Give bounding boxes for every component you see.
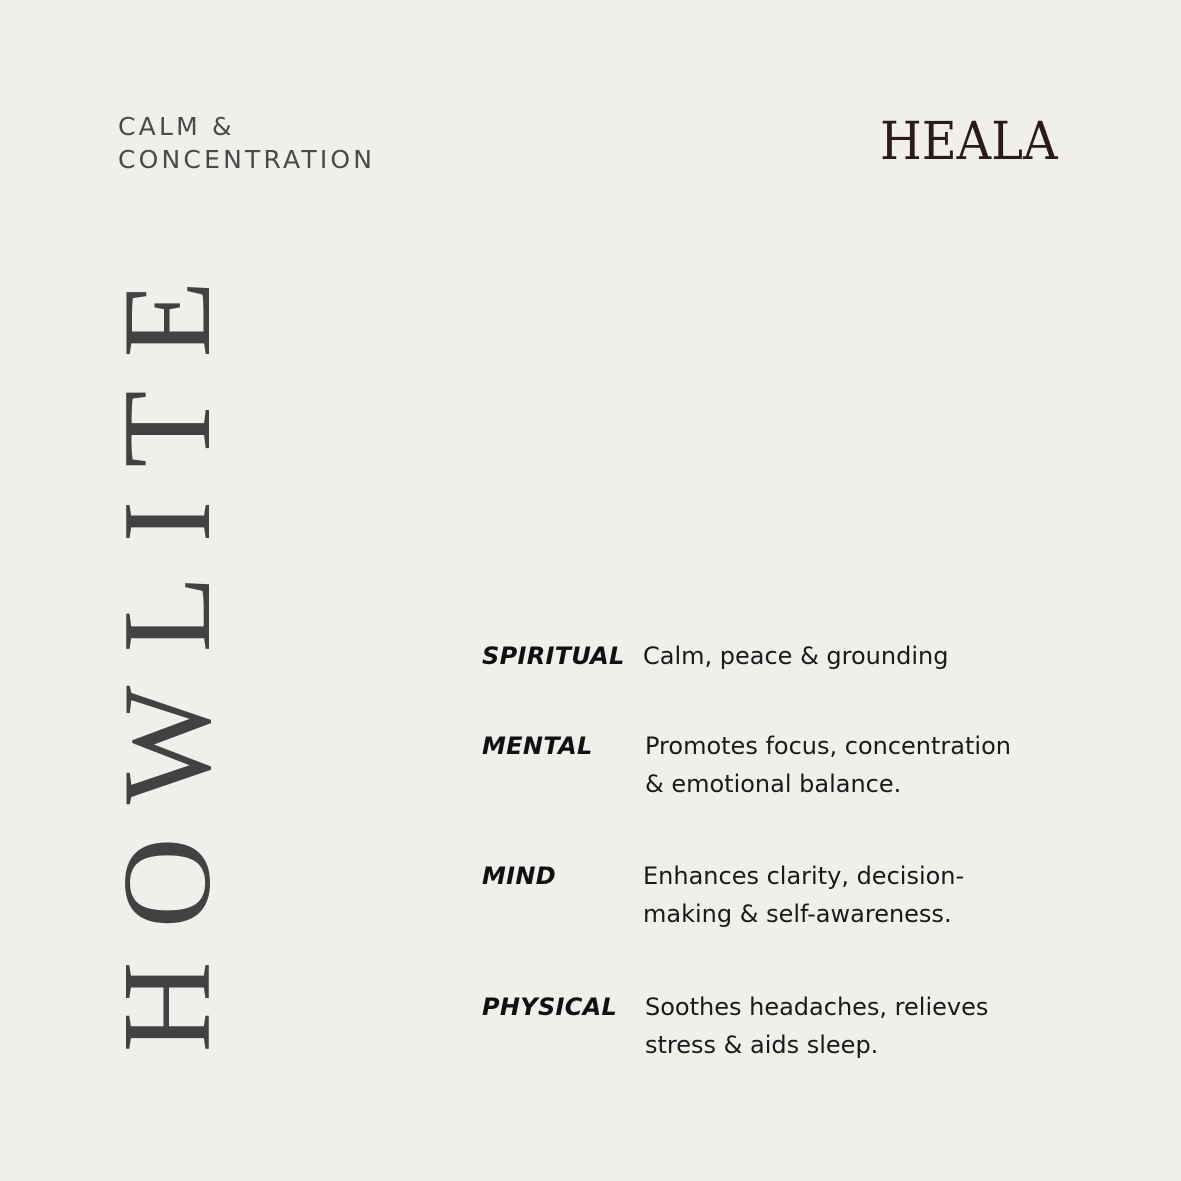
property-description-line: Calm, peace & grounding: [643, 642, 949, 670]
tagline-line-2: CONCENTRATION: [118, 145, 376, 174]
property-description-line: Soothes headaches, relieves: [645, 993, 989, 1021]
property-description: [643, 637, 1063, 675]
tagline: [118, 110, 375, 176]
property-label: SPIRITUAL: [482, 642, 625, 670]
stone-name: HOWLITE: [98, 247, 237, 1053]
property-description-line: Enhances clarity, decision-: [643, 862, 965, 890]
property-description: [643, 857, 1063, 933]
property-description-line: stress & aids sleep.: [645, 1031, 879, 1059]
tagline-line-1: CALM &: [118, 112, 235, 141]
property-description: [645, 988, 1065, 1064]
property-description-line: making & self-awareness.: [643, 900, 952, 928]
brand-logo: HEALA: [880, 112, 1058, 172]
property-label: MENTAL: [482, 732, 593, 760]
property-label: MIND: [482, 862, 557, 890]
property-label: PHYSICAL: [482, 993, 618, 1021]
property-description-line: Promotes focus, concentration: [645, 732, 1011, 760]
property-description-line: & emotional balance.: [645, 770, 902, 798]
property-description: [645, 727, 1065, 803]
